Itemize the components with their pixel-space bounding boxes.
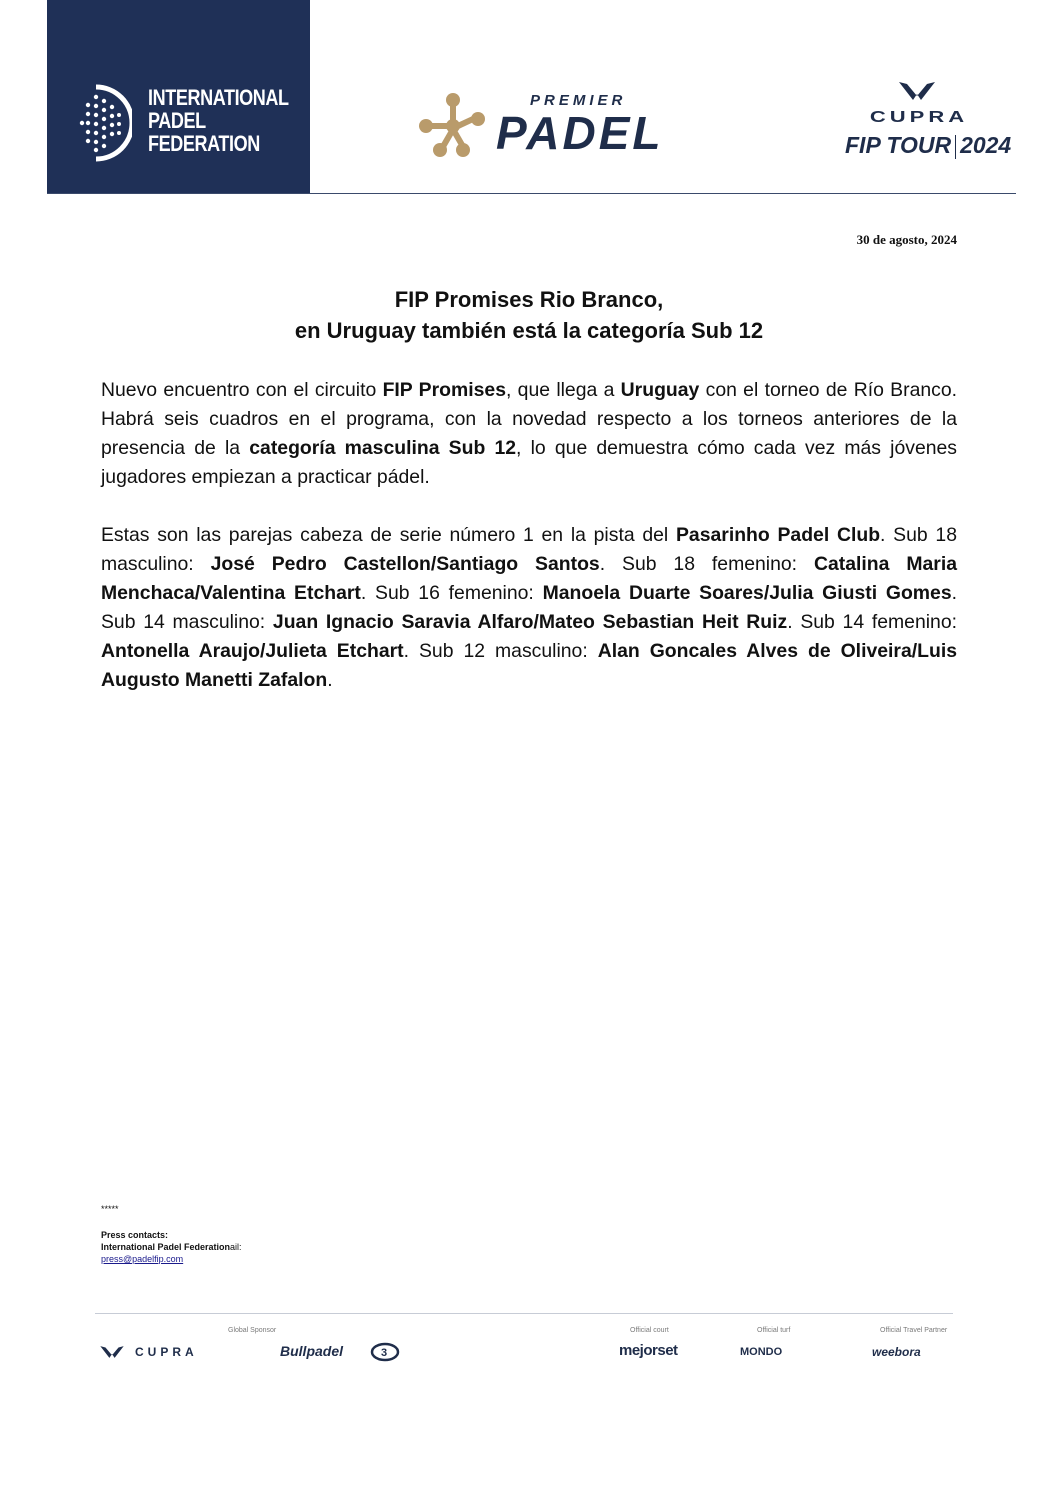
p1-seg: , que llega a xyxy=(505,379,621,401)
cupra-text: CUPRA xyxy=(869,107,969,126)
p2-seg-bold: Pasarinho Padel Club xyxy=(675,524,881,546)
p1-seg-bold: FIP Promises xyxy=(382,379,506,401)
press-heading: Press contacts: xyxy=(101,1230,169,1240)
document-date: 30 de agosto, 2024 xyxy=(856,232,957,247)
p2-seg-bold: Alan Goncales Alves de Oliveira/Luis Augusto Manetti Zafalon xyxy=(101,640,957,691)
p2-seg: . Sub 16 femenino: xyxy=(360,582,543,604)
p2-seg: . Sub 14 masculino: xyxy=(101,582,958,633)
sponsor-mejorset: mejorset xyxy=(619,1342,678,1359)
sponsor-bullpadel: Bullpadel xyxy=(280,1343,344,1359)
ipf-line-1: INTERNATIONAL xyxy=(148,85,289,110)
ipf-wordmark xyxy=(148,86,289,155)
fip-tour-divider xyxy=(955,135,956,159)
press-org-line xyxy=(101,1241,242,1253)
cupra-emblem-icon xyxy=(897,80,937,102)
p2-seg: . Sub 14 femenino: xyxy=(787,611,957,633)
p2-seg-bold: Antonella Araujo/Julieta Etchart xyxy=(101,640,404,662)
cupra-footer-icon xyxy=(99,1344,125,1360)
p2-seg-bold: Catalina Maria Menchaca/Valentina Etchart xyxy=(101,553,957,604)
premier-text: PREMIER xyxy=(530,92,627,109)
premier-padel-logo xyxy=(418,90,718,160)
cupra-fip-tour-logo xyxy=(845,80,1012,170)
sponsor-cupra: CUPRA xyxy=(135,1345,198,1359)
premier-star-icon xyxy=(418,92,488,160)
press-spacer xyxy=(101,1215,242,1229)
p2-seg: . Sub 18 masculino: xyxy=(101,524,957,575)
press-email-link[interactable]: press@padelfip.com xyxy=(101,1254,184,1264)
label-official-turf: Official turf xyxy=(757,1327,791,1334)
document-title xyxy=(101,284,957,346)
paragraph-seeds xyxy=(101,521,957,695)
p1-seg-bold: Uruguay xyxy=(620,379,700,401)
press-contacts xyxy=(101,1203,242,1265)
p2-seg-bold: Juan Ignacio Saravia Alfaro/Mateo Sebastian Heit Ruiz xyxy=(272,611,788,633)
header-divider xyxy=(47,193,1016,194)
padel-text: PADEL xyxy=(496,107,664,159)
ipf-ball-icon xyxy=(76,83,132,163)
label-official-court: Official court xyxy=(630,1327,669,1334)
label-global-sponsor: Global Sponsor xyxy=(228,1327,277,1334)
footer-divider xyxy=(95,1313,953,1314)
p2-seg: . xyxy=(327,669,333,691)
ipf-line-2: PADEL xyxy=(148,108,206,133)
p1-seg-bold: categoría masculina Sub 12 xyxy=(249,437,517,459)
sponsor-mondo: MONDO xyxy=(740,1346,783,1358)
bullpadel-badge-icon xyxy=(370,1342,400,1362)
title-line-1: FIP Promises Rio Branco, xyxy=(394,287,664,312)
paragraph-intro xyxy=(101,376,957,492)
p2-seg: Estas son las parejas cabeza de serie número 1 en la pista del xyxy=(101,524,676,546)
press-stars: ***** xyxy=(101,1204,119,1214)
p2-seg: . Sub 12 masculino: xyxy=(403,640,598,662)
label-official-travel: Official Travel Partner xyxy=(880,1327,948,1334)
svg-text:3: 3 xyxy=(381,1347,388,1359)
fip-tour-label: FIP TOUR xyxy=(845,132,952,158)
p1-seg: Nuevo encuentro con el circuito xyxy=(101,379,383,401)
p1-seg: , lo que demuestra cómo cada vez más jóvenes jugadores empiezan a practicar pádel. xyxy=(101,437,957,488)
fip-tour-text xyxy=(845,132,1011,159)
p2-seg-bold: Manoela Duarte Soares/Julia Giusti Gomes xyxy=(542,582,952,604)
press-org-suffix: ail: xyxy=(230,1242,242,1252)
press-org: International Padel Federation xyxy=(101,1242,231,1252)
p2-seg: . Sub 18 femenino: xyxy=(599,553,814,575)
fip-tour-year: 2024 xyxy=(960,132,1012,158)
title-line-2: en Uruguay también está la categoría Sub 12 xyxy=(294,318,764,343)
sponsor-weebora: weebora xyxy=(872,1345,921,1359)
p1-seg: con el torneo de Río Branco. Habrá seis cuadros en el programa, con la novedad respecto a los torneos anteriores de la presencia de la xyxy=(101,379,958,459)
p2-seg-bold: José Pedro Castellon/Santiago Santos xyxy=(210,553,600,575)
ipf-line-3: FEDERATION xyxy=(148,131,260,156)
